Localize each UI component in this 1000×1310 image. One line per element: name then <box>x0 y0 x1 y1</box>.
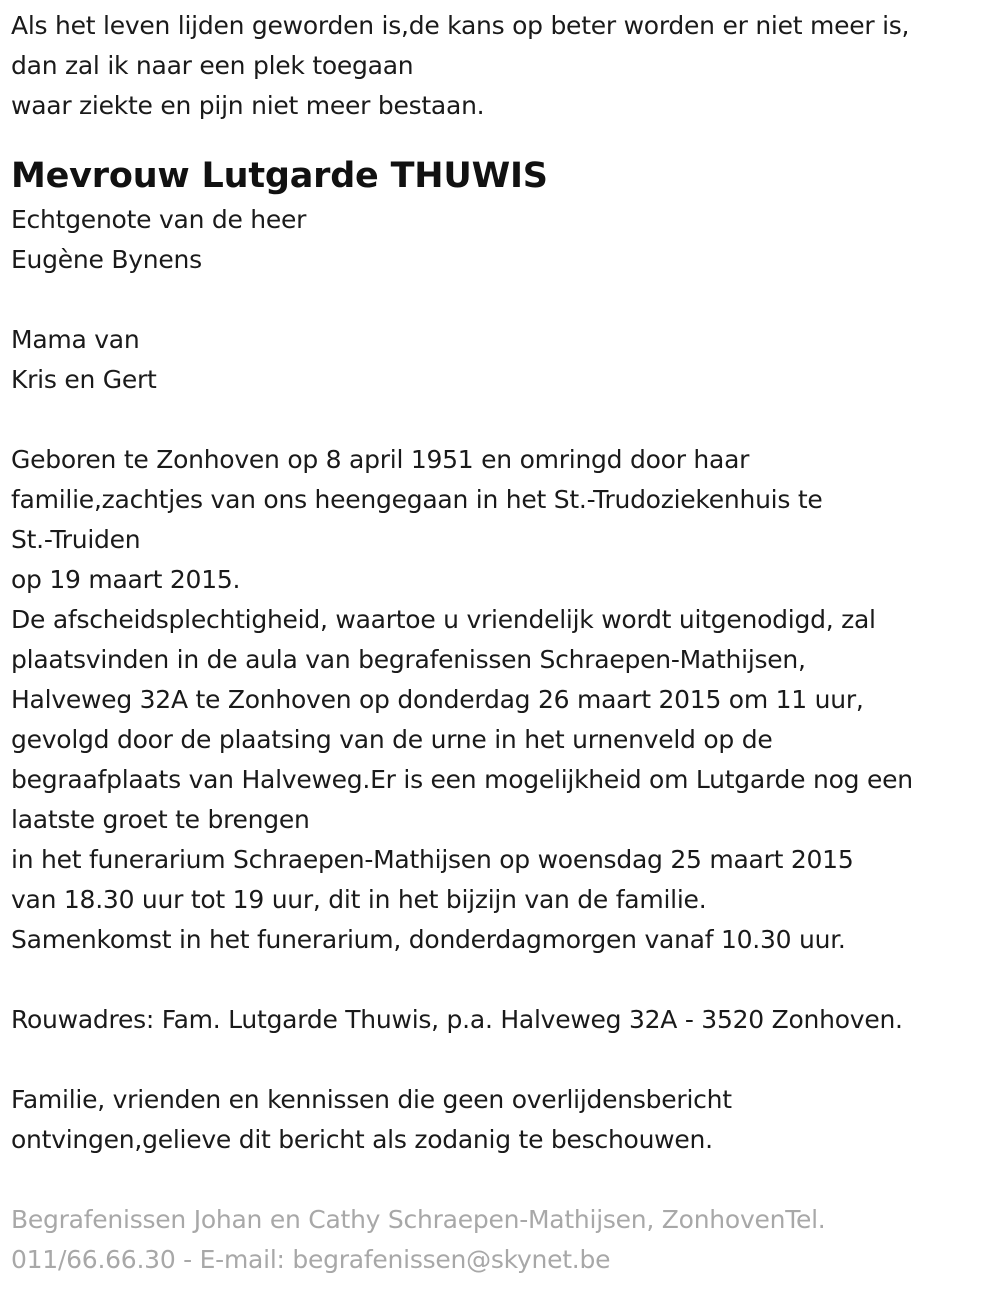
details-line: laatste groet te brengen <box>11 805 310 834</box>
spouse-block <box>11 200 988 280</box>
footer-line: Begrafenissen Johan en Cathy Schraepen-Mathijsen, ZonhovenTel. <box>11 1205 826 1234</box>
spacer <box>11 280 988 320</box>
spouse-line: Eugène Bynens <box>11 245 202 274</box>
funeral-home-footer <box>11 1200 988 1280</box>
details-line: in het funerarium Schraepen-Mathijsen op woensdag 25 maart 2015 <box>11 845 854 874</box>
spacer <box>11 126 988 150</box>
spouse-line: Echtgenote van de heer <box>11 205 307 234</box>
poem-line: dan zal ik naar een plek toegaan <box>11 51 414 80</box>
spacer <box>11 1160 988 1200</box>
poem <box>11 6 988 126</box>
notice-line: ontvingen,gelieve dit bericht als zodanig te beschouwen. <box>11 1125 713 1154</box>
details-line: Geboren te Zonhoven op 8 april 1951 en omringd door haar <box>11 445 750 474</box>
footer-line: 011/66.66.30 - E-mail: begrafenissen@skynet.be <box>11 1245 611 1274</box>
details-line: van 18.30 uur tot 19 uur, dit in het bijzijn van de familie. <box>11 885 707 914</box>
details-line: plaatsvinden in de aula van begrafenissen Schraepen-Mathijsen, <box>11 645 806 674</box>
details-line: begraafplaats van Halveweg.Er is een mogelijkheid om Lutgarde nog een <box>11 765 913 794</box>
notice-block <box>11 1080 988 1160</box>
poem-line: waar ziekte en pijn niet meer bestaan. <box>11 91 485 120</box>
details-line: familie,zachtjes van ons heengegaan in het St.-Trudoziekenhuis te <box>11 485 823 514</box>
children-block <box>11 320 988 400</box>
details-block <box>11 440 988 960</box>
details-line: Halveweg 32A te Zonhoven op donderdag 26 maart 2015 om 11 uur, <box>11 685 864 714</box>
details-line: gevolgd door de plaatsing van de urne in het urnenveld op de <box>11 725 773 754</box>
details-line: Samenkomst in het funerarium, donderdagmorgen vanaf 10.30 uur. <box>11 925 846 954</box>
details-line: op 19 maart 2015. <box>11 565 241 594</box>
poem-line: Als het leven lijden geworden is,de kans op beter worden er niet meer is, <box>11 11 910 40</box>
details-line: St.-Truiden <box>11 525 141 554</box>
notice-line: Familie, vrienden en kennissen die geen overlijdensbericht <box>11 1085 732 1114</box>
children-line: Kris en Gert <box>11 365 157 394</box>
mourning-address: Rouwadres: Fam. Lutgarde Thuwis, p.a. Halveweg 32A - 3520 Zonhoven. <box>11 1005 903 1034</box>
spacer <box>11 1040 988 1080</box>
children-line: Mama van <box>11 325 140 354</box>
spacer <box>11 960 988 1000</box>
spacer <box>11 400 988 440</box>
details-line: De afscheidsplechtigheid, waartoe u vriendelijk wordt uitgenodigd, zal <box>11 605 876 634</box>
deceased-name: Mevrouw Lutgarde THUWIS <box>11 156 548 196</box>
